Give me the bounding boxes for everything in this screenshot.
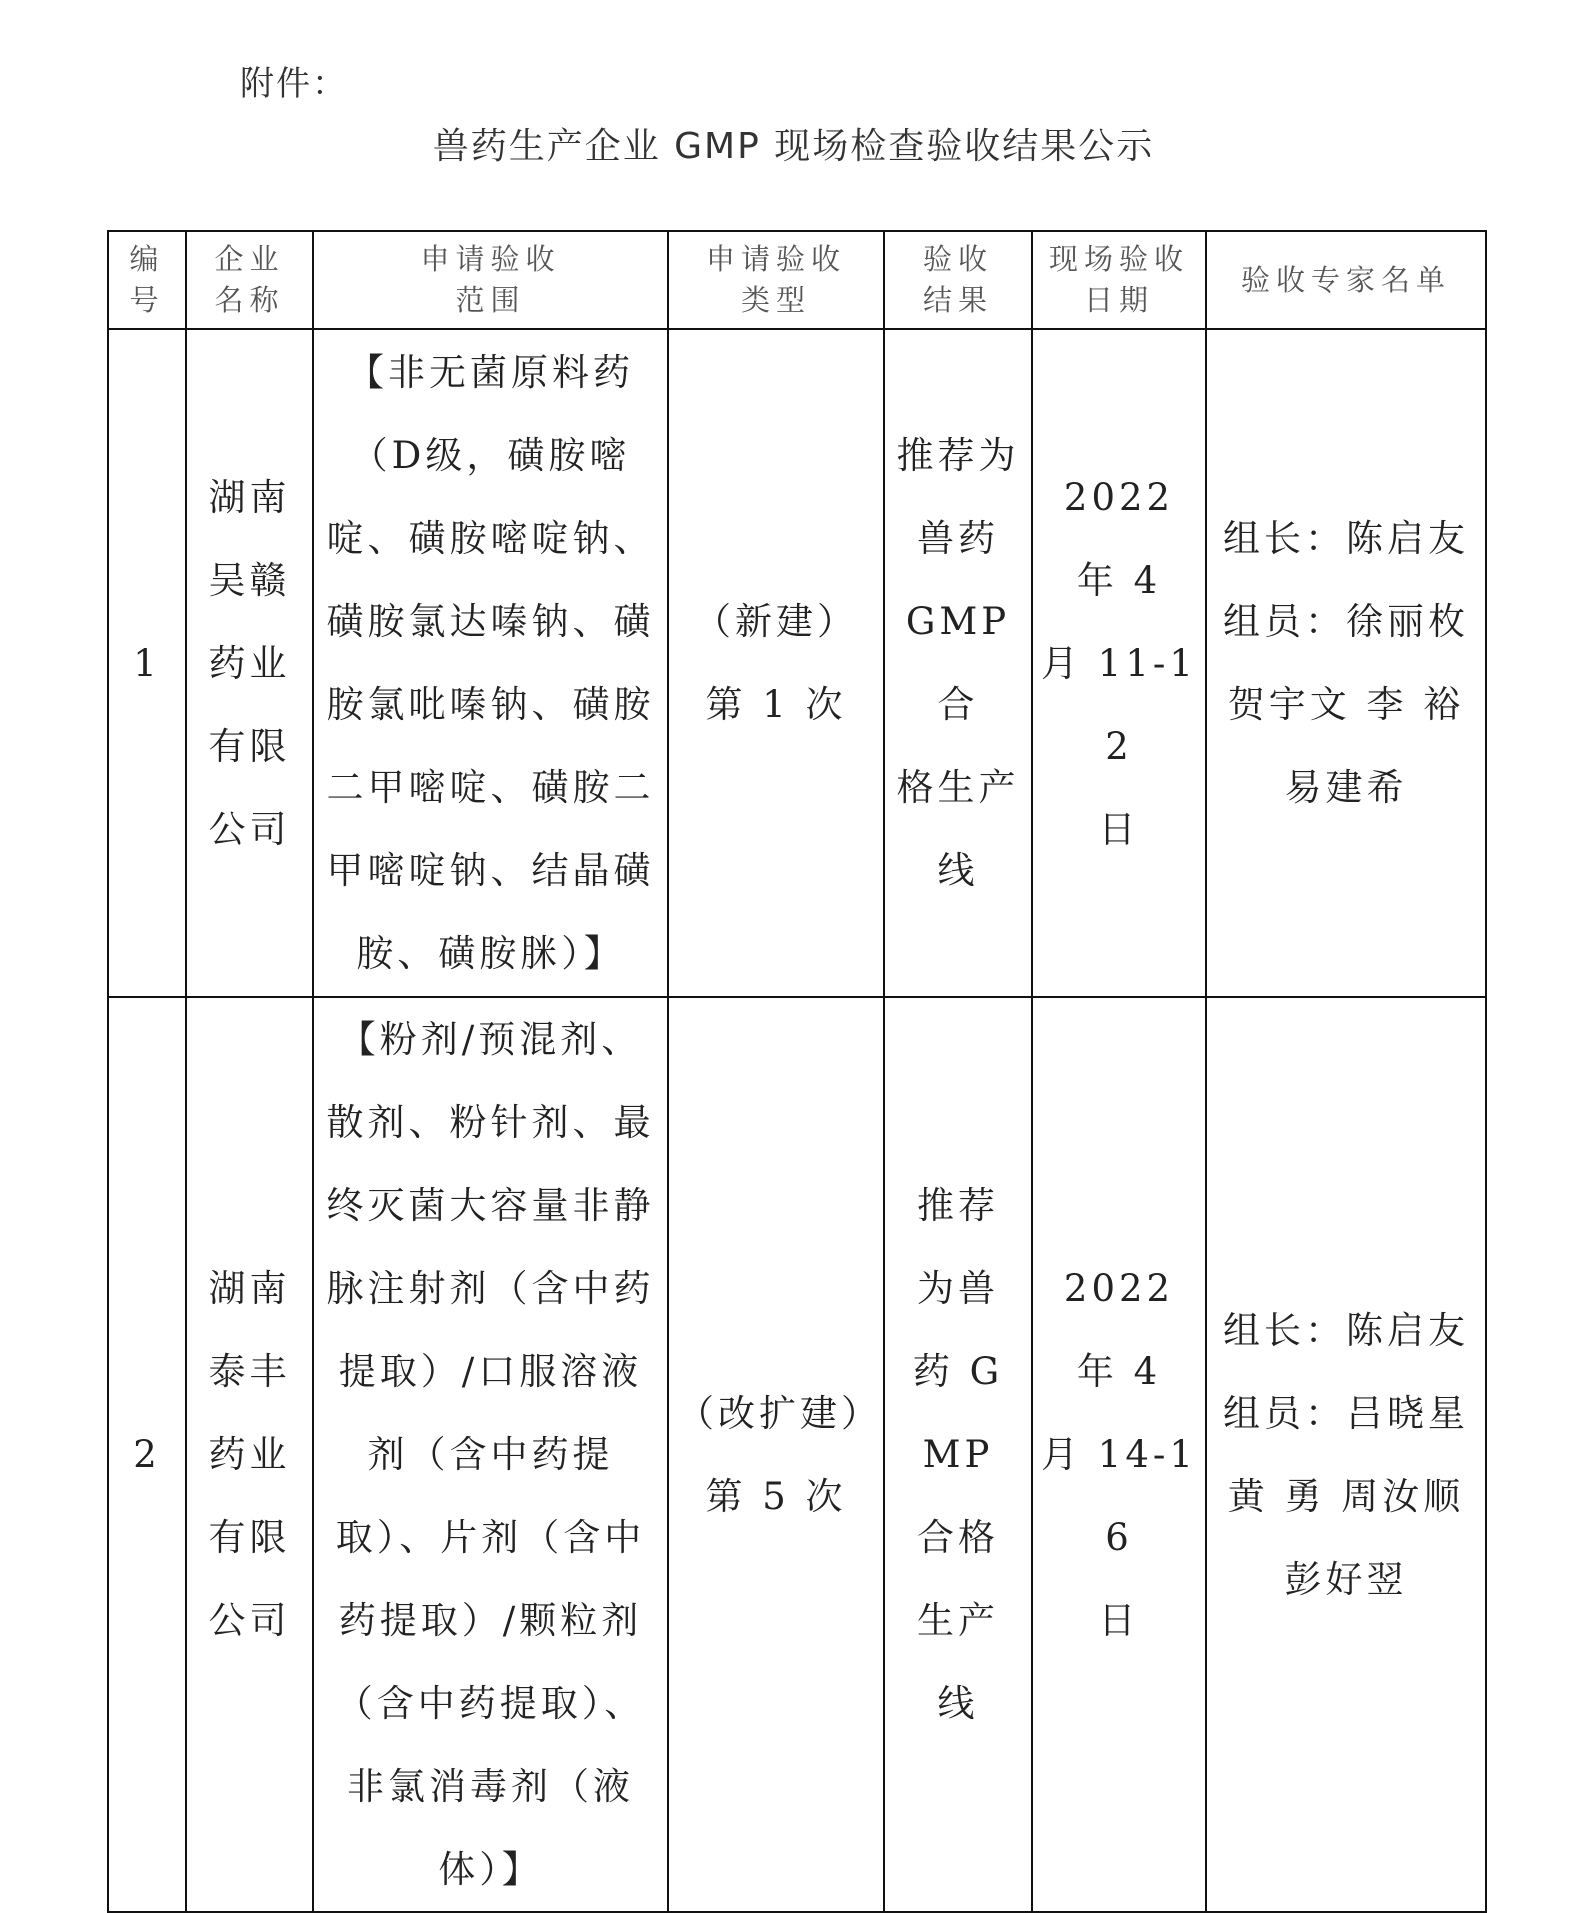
header-company <box>186 231 313 329</box>
type-line: 第 1 次 <box>705 683 847 726</box>
header-scope-line: 范围 <box>455 283 526 317</box>
cell-experts <box>1206 329 1486 997</box>
company-line: 药业 <box>208 641 291 685</box>
result-line: 为兽 <box>917 1267 999 1310</box>
inspection-result-table <box>107 230 1487 1913</box>
company-line: 湖南 <box>208 475 291 519</box>
date-line: 2022 年 4 <box>1063 1267 1175 1393</box>
header-experts <box>1206 231 1486 329</box>
header-no <box>108 231 186 329</box>
cell-no: 1 <box>108 329 186 997</box>
company-line: 公司 <box>208 807 291 851</box>
cell-result <box>884 997 1032 1912</box>
type-line: 第 5 次 <box>705 1474 847 1518</box>
result-line: 推荐 <box>917 1184 999 1227</box>
experts-line: 组员：徐丽枚 <box>1223 600 1469 643</box>
date-line: 月 14-16 <box>1041 1433 1197 1559</box>
cell-scope: 【粉剂/预混剂、散剂、粉针剂、最终灭菌大容量非静脉注射剂（含中药提取）/口服溶液剂（含中药提取）、片剂（含中药提取）/颗粒剂（含中药提取）、非氯消毒剂（液体）】 <box>313 997 668 1912</box>
company-line: 泰丰 <box>208 1350 291 1393</box>
experts-line: 组员：吕晓星 <box>1223 1391 1469 1435</box>
company-line: 湖南 <box>208 1267 291 1310</box>
result-line: 线 <box>937 1682 979 1725</box>
header-type-line: 类型 <box>740 283 811 317</box>
result-line: 药 GMP <box>912 1350 1004 1476</box>
header-type <box>668 231 884 329</box>
result-line: 合格 <box>917 1516 999 1559</box>
result-line: 兽药 <box>917 517 999 560</box>
company-line: 吴赣 <box>208 558 291 602</box>
header-no-line: 编 <box>129 242 165 276</box>
date-line: 日 <box>1098 1599 1140 1642</box>
company-line: 药业 <box>208 1433 291 1476</box>
header-experts-line: 验收专家名单 <box>1240 262 1451 297</box>
header-result-line: 结果 <box>922 283 993 317</box>
header-scope-line: 申请验收 <box>420 242 561 276</box>
result-line: GMP 合 <box>905 600 1011 726</box>
attachment-label: 附件： <box>240 64 348 104</box>
cell-date <box>1032 997 1206 1912</box>
experts-line: 易建希 <box>1284 766 1408 809</box>
cell-experts <box>1206 997 1486 1912</box>
header-company-line: 名称 <box>214 283 285 317</box>
result-line: 推荐为 <box>896 434 1020 477</box>
header-company-line: 企业 <box>214 242 285 276</box>
company-line: 有限 <box>208 1516 291 1559</box>
experts-line: 组长：陈启友 <box>1223 517 1469 560</box>
header-result <box>884 231 1032 329</box>
table-row <box>108 997 1486 1912</box>
header-scope <box>313 231 668 329</box>
cell-scope: 【非无菌原料药（D级，磺胺嘧啶、磺胺嘧啶钠、磺胺氯达嗪钠、磺胺氯吡嗪钠、磺胺二甲嘧啶、磺胺二甲嘧啶钠、结晶磺胺、磺胺脒）】 <box>313 329 668 997</box>
header-date <box>1032 231 1206 329</box>
type-line: （新建） <box>694 600 858 643</box>
cell-company <box>186 329 313 997</box>
date-line: 2022 年 4 <box>1063 475 1175 602</box>
experts-line: 黄 勇 周汝顺 <box>1227 1474 1465 1518</box>
header-type-line: 申请验收 <box>705 242 846 276</box>
company-line: 公司 <box>208 1599 291 1642</box>
experts-line: 组长：陈启友 <box>1223 1308 1469 1352</box>
header-result-line: 验收 <box>922 242 993 276</box>
result-line: 格生产 <box>896 766 1020 809</box>
cell-result <box>884 329 1032 997</box>
type-line: （改扩建） <box>677 1391 882 1435</box>
cell-company <box>186 997 313 1912</box>
cell-type <box>668 329 884 997</box>
table-row <box>108 329 1486 997</box>
header-date-line: 日期 <box>1083 283 1154 317</box>
date-line: 日 <box>1098 807 1140 851</box>
result-line: 线 <box>937 849 979 892</box>
company-line: 有限 <box>208 724 291 768</box>
header-row <box>108 231 1486 329</box>
header-no-line: 号 <box>129 283 165 317</box>
result-line: 生产 <box>917 1599 999 1642</box>
header-date-line: 现场验收 <box>1048 242 1189 276</box>
experts-line: 贺宇文 李 裕 <box>1227 683 1465 726</box>
date-line: 月 11-12 <box>1041 641 1197 768</box>
cell-no: 2 <box>108 997 186 1912</box>
cell-date <box>1032 329 1206 997</box>
document-title: 兽药生产企业 GMP 现场检查验收结果公示 <box>432 126 1155 167</box>
experts-line: 彭好翌 <box>1284 1557 1408 1601</box>
cell-type <box>668 997 884 1912</box>
